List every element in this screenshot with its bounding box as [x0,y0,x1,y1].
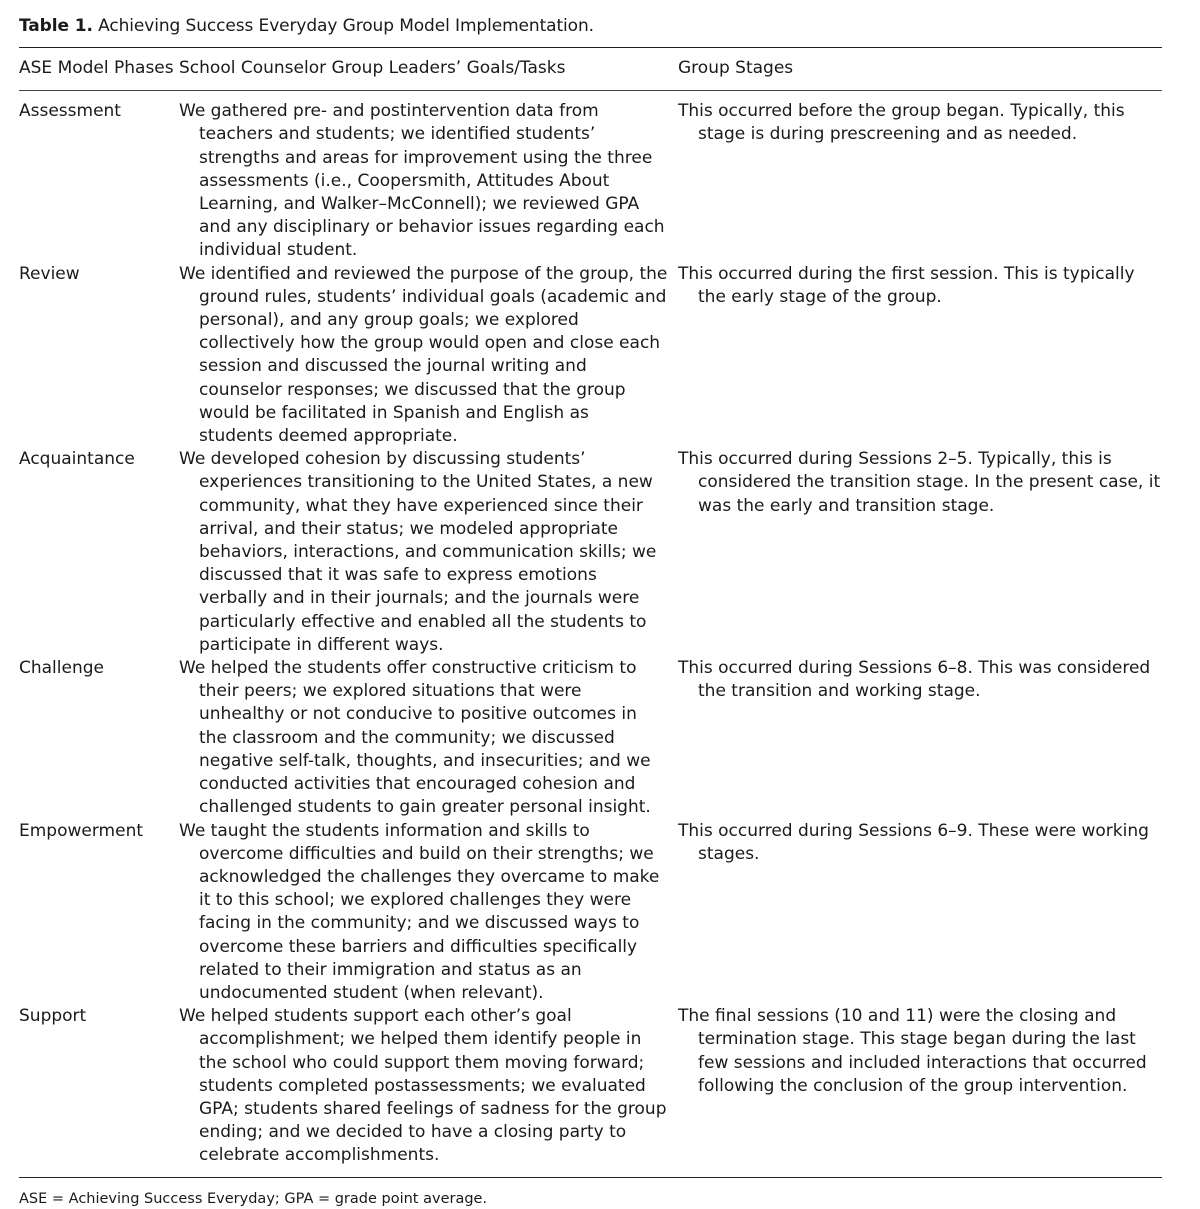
cell-stages: This occurred during Sessions 2–5. Typically, this is considered the transition stage. In the present case, it was the early and transition stage. [678,449,1161,516]
table-row [19,657,1162,819]
header-stages: Group Stages [678,58,794,78]
header-phases: ASE Model Phases [19,58,174,78]
table-note: ASE = Achieving Success Everyday; GPA = grade point average. [19,1190,488,1207]
cell-stages: The final sessions (10 and 11) were the closing and termination stage. This stage began during the last few sessions and included interactions that occurred following the conclusion of the group intervention. [678,1006,1147,1096]
table-header [19,48,1162,91]
cell-stages: This occurred during Sessions 6–8. This was considered the transition and working stage. [678,658,1151,702]
header-row [19,48,1162,90]
cell-phase: Challenge [19,658,104,679]
cell-phase: Empowerment [19,820,144,841]
cell-goals: We gathered pre- and postintervention data from teachers and students; we identified students’ strengths and areas for improvement using the three assessments (i.e., Coopersmith, Attitudes About Learning, and Walker–McConnell); we reviewed GPA and any disciplinary or behavior issues regarding each individual student. [179,101,665,261]
table-row [19,263,1162,449]
table-row [19,820,1162,1006]
header-goals: School Counselor Group Leaders’ Goals/Tasks [179,58,566,78]
cell-stages: This occurred during the first session. This is typically the early stage of the group. [678,263,1135,307]
table-figure [19,12,1162,1209]
cell-goals: We taught the students information and skills to overcome difficulties and build on their strengths; we acknowledged the challenges they overcame to make it to this school; we explored challenges they were facing in the community; and we discussed ways to overcome these barriers and difficulties specifically related to their immigration and status as an undocumented student (when relevant). [179,820,660,1003]
cell-phase: Support [19,1006,87,1027]
table-row [19,1005,1162,1176]
bottom-rule [19,1177,1162,1178]
cell-phase: Assessment [19,101,121,122]
cell-stages: This occurred before the group began. Typically, this stage is during prescreening and as needed. [678,101,1125,145]
cell-phase: Review [19,263,80,284]
cell-goals: We helped students support each other’s goal accomplishment; we helped them identify people in the school who could support them moving forward; students completed postassessments; we evaluated GPA; students shared feelings of sadness for the group ending; and we decided to have a closing party to celebrate accomplishments. [179,1006,667,1166]
cell-goals: We identified and reviewed the purpose of the group, the ground rules, students’ individual goals (academic and personal), and any group goals; we explored collectively how the group would open and close each session and discussed the journal writing and counselor responses; we discussed that the group would be facilitated in Spanish and English as students deemed appropriate. [179,263,668,447]
table-caption [19,15,1162,37]
table-row [19,91,1162,262]
table-title: Achieving Success Everyday Group Model Implementation. [98,16,594,36]
table-row [19,448,1162,657]
cell-goals: We helped the students offer constructive criticism to their peers; we explored situations that were unhealthy or not conducive to positive outcomes in the classroom and the community; we discussed negative self-talk, thoughts, and insecurities; and we conducted activities that encouraged cohesion and challenged students to gain greater personal insight. [179,658,651,818]
cell-stages: This occurred during Sessions 6–9. These were working stages. [678,820,1149,864]
cell-phase: Acquaintance [19,449,135,470]
table-label: Table 1. [19,16,93,36]
cell-goals: We developed cohesion by discussing students’ experiences transitioning to the United States, a new community, what they have experienced since their arrival, and their status; we modeled appropriate behaviors, interactions, and communication skills; we discussed that it was safe to express emotions verbally and in their journals; and the journals were particularly effective and enabled all the students to participate in different ways. [179,449,657,655]
table-body [19,91,1162,1176]
implementation-table [19,48,1162,1177]
